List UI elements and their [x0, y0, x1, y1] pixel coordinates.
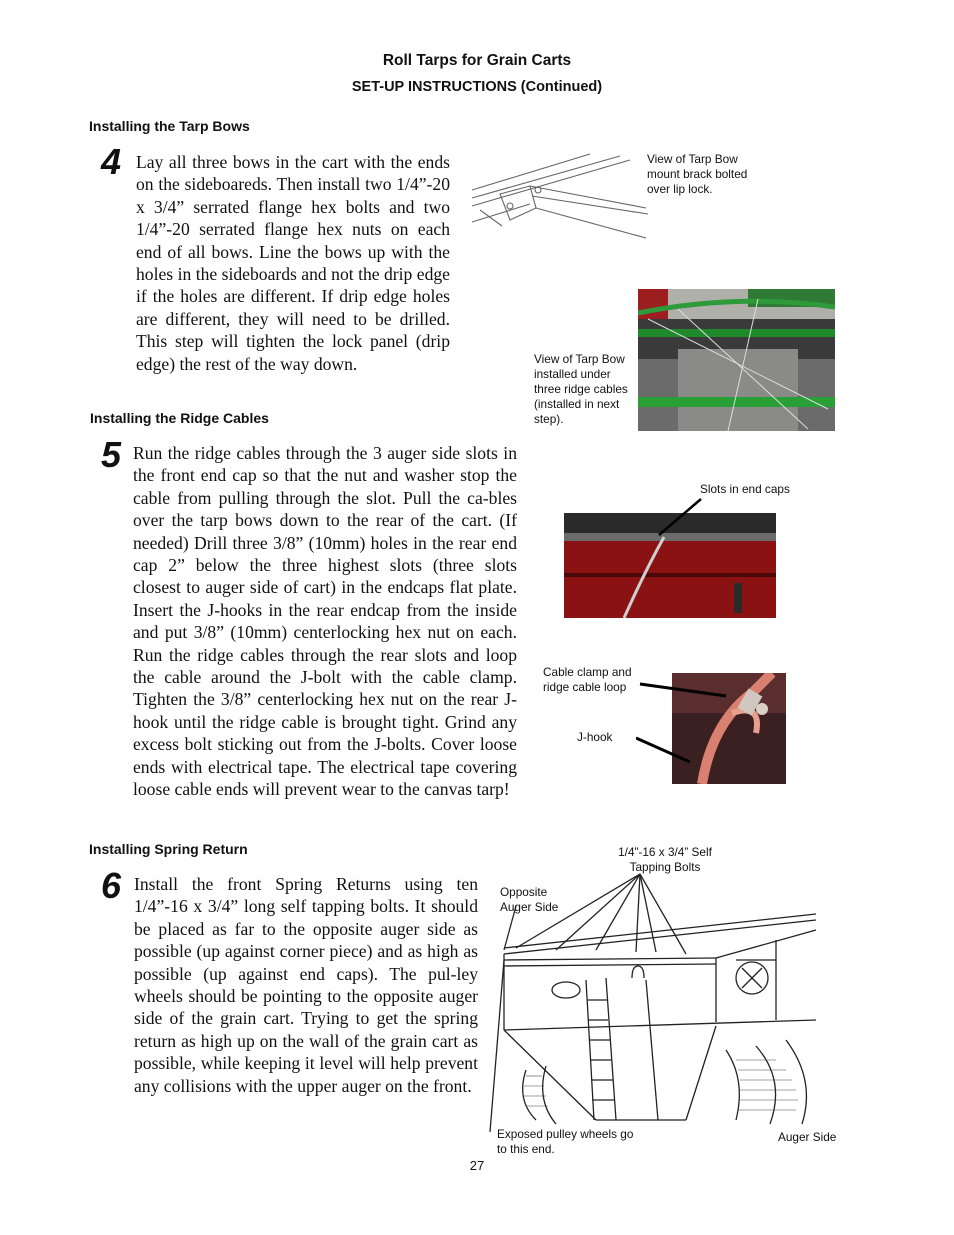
caption-cable-clamp: Cable clamp and ridge cable loop: [543, 665, 632, 694]
caption-opposite-auger-side: Opposite Auger Side: [500, 885, 559, 914]
caption-end-cap-slots: Slots in end caps: [700, 482, 790, 496]
step-6-text: Install the front Spring Returns using ten 1/4”-16 x 3/4” long self tapping bolts. It should be placed as far to the opposite auger side as possible (up against corner piece) and as high as possible (up against end caps). The pul-ley wheels should be pointing to the opposite auger side of the grain cart. Trying to get the spring return as high up on the wall of the grain cart as possible, while keeping it level will help prevent any collisions with the upper auger on the front.: [134, 874, 478, 1096]
caption-tarp-bow-cables: View of Tarp Bow installed under three ridge cables (installed in next step).: [534, 352, 628, 426]
caption-tarp-bow-mount: View of Tarp Bow mount brack bolted over lip lock.: [647, 152, 748, 196]
step-5-text: Run the ridge cables through the 3 auger side slots in the front end cap so that the nut and washer stop the cable from pulling through the slot. Pull the ca-bles over the tarp bows down to the rear of the cart. (If needed) Drill three 3/8” (10mm) holes in the rear end cap 2” below the three highest slots (three slots closest to auger side of cart) in the endcaps flat plate. Insert the J-hooks in the rear endcap from the inside and put 3/8” (10mm) centerlocking hex nut on each. Run the ridge cables through the rear slots and loop the cable around the J-bolt with the cable clamp. Tighten the 3/8” centerlocking hex nut on the rear J-hook until the ridge cable is brought tight. Grind any excess bolt sticking out from the J-bolts. Cover loose ends with electrical tape. The electrical tape covering loose cable ends will prevent wear to the canvas tarp!: [133, 443, 517, 800]
step-number-4: 4: [101, 141, 122, 182]
page-number: 27: [469, 1158, 485, 1173]
caption-auger-side: Auger Side: [778, 1130, 837, 1144]
section-heading-spring-return: Installing Spring Return: [89, 841, 248, 857]
tarp-bow-mount-drawing: [470, 150, 650, 242]
document-subtitle: SET-UP INSTRUCTIONS (Continued): [351, 79, 603, 95]
section-heading-tarp-bows: Installing the Tarp Bows: [89, 118, 250, 134]
step-4-text: Lay all three bows in the cart with the ends on the sideboareds. Then install two 1/4”-20 x 3/4” serrated flange hex bolts and two 1/4”-20 serrated flange hex nuts on each end of all bows. Line the bows up with the holes in the sideboards and not the drip edge if the holes are different. If drip edge holes are different, they will need to be drilled. This step will tighten the lock panel (drip edge) the rest of the way down.: [136, 152, 450, 374]
step-number-5: 5: [101, 434, 122, 475]
caption-j-hook: J-hook: [577, 730, 613, 744]
document-title: Roll Tarps for Grain Carts: [382, 52, 572, 69]
section-heading-ridge-cables: Installing the Ridge Cables: [90, 410, 269, 426]
caption-exposed-pulley-wheels: Exposed pulley wheels go to this end.: [497, 1127, 634, 1156]
step-number-6: 6: [101, 865, 122, 906]
caption-self-tapping-bolts: 1/4”-16 x 3/4” Self Tapping Bolts: [618, 845, 712, 874]
tarp-bow-cables-photo: [638, 289, 835, 431]
slots-pointer-line: [655, 495, 705, 539]
